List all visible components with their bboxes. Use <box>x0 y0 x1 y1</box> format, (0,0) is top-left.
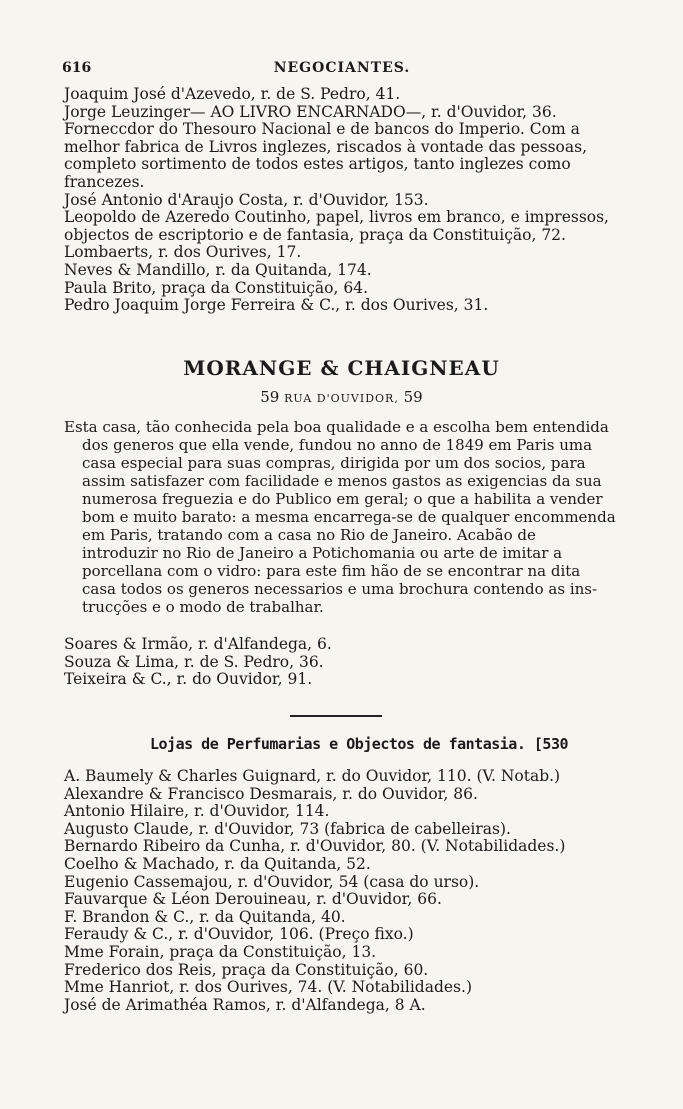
list-item: Bernardo Ribeiro da Cunha, r. d'Ouvidor, 80. (V. Notabilidades.) <box>64 837 566 856</box>
list-item: Jorge Leuzinger— AO LIVRO ENCARNADO—, r. d'Ouvidor, 36. Forneccdor do Thesouro Nacional e de bancos do Imperio. Com a melhor fabrica de Livros inglezes, riscados à vontade das pessoas, completo sortimento de todos estes artigos, tanto inglezes como francezes. <box>64 102 587 191</box>
merchant-list-mid <box>64 636 629 689</box>
list-item: Paula Brito, praça da Constituição, 64. <box>64 278 369 297</box>
list-item: Augusto Claude, r. d'Ouvidor, 73 (fabrica de cabelleiras). <box>64 819 511 838</box>
list-item: Teixeira & C., r. do Ouvidor, 91. <box>64 670 313 689</box>
list-item: Mme Forain, praça da Constituição, 13. <box>64 942 377 961</box>
list-item: José de Arimathéa Ramos, r. d'Alfandega, 8 A. <box>64 995 426 1014</box>
page-header <box>62 60 622 80</box>
list-item: Lombaerts, r. dos Ourives, 17. <box>64 243 302 262</box>
list-item: Feraudy & C., r. d'Ouvidor, 106. (Preço fixo.) <box>64 925 414 944</box>
list-item: Frederico dos Reis, praça da Constituição, 60. <box>64 960 429 979</box>
list-item: Coelho & Machado, r. da Quitanda, 52. <box>64 854 371 873</box>
list-item: Neves & Mandillo, r. da Quitanda, 174. <box>64 260 372 279</box>
section-heading: Lojas de Perfumarias e Objectos de fantasia. [530 <box>150 735 569 753</box>
list-item: Alexandre & Francisco Desmarais, r. do Ouvidor, 86. <box>64 784 478 803</box>
list-item: Fauvarque & Léon Derouineau, r. d'Ouvidor, 66. <box>64 890 442 909</box>
list-item: Pedro Joaquim Jorge Ferreira & C., r. dos Ourives, 31. <box>64 296 489 315</box>
list-item: F. Brandon & C., r. da Quitanda, 40. <box>64 907 346 926</box>
list-item: A. Baumely & Charles Guignard, r. do Ouvidor, 110. (V. Notab.) <box>64 767 561 785</box>
list-item: Leopoldo de Azeredo Coutinho, papel, livros em branco, e impressos, objectos de escriptorio e de fantasia, praça da Constituição, 72. <box>64 208 609 244</box>
feature-address: 59 RUA D'OUVIDOR, 59 <box>260 388 423 406</box>
divider <box>290 715 382 717</box>
list-item: Eugenio Cassemajou, r. d'Ouvidor, 54 (casa do urso). <box>64 872 480 891</box>
merchant-list-bottom <box>64 768 629 1014</box>
list-item: Joaquim José d'Azevedo, r. de S. Pedro, 41. <box>64 85 401 103</box>
list-item: Antonio Hilaire, r. d'Ouvidor, 114. <box>64 802 330 821</box>
feature-paragraph: Esta casa, tão conhecida pela boa qualidade e a escolha bem entendida dos generos que ella vende, fundou no anno de 1849 em Paris uma casa especial para suas compras, dirigida por um dos socios, para assim satisfazer com facilidade e menos gastos as exigencias da sua numerosa freguezia e do Publico em geral; o que a habilita a vender bom e muito barato: a mesma encarrega-se de qualquer encommenda em Paris, tratando com a casa no Rio de Janeiro. Acabão de introduzir no Rio de Janeiro a Potichomania ou arte de imitar a porcellana com o vidro: para este fim hão de se encontrar na dita casa todos os generos necessarios e uma brochura contendo as ins- trucções e o modo de trabalhar. <box>64 418 616 616</box>
list-item: Souza & Lima, r. de S. Pedro, 36. <box>64 652 324 671</box>
list-item: Soares & Irmão, r. d'Alfandega, 6. <box>64 635 332 653</box>
list-item: José Antonio d'Araujo Costa, r. d'Ouvidor, 153. <box>64 190 429 209</box>
page-title: NEGOCIANTES. <box>273 60 411 76</box>
feature-title: MORANGE & CHAIGNEAU <box>183 356 500 380</box>
merchant-list-top <box>64 86 629 315</box>
list-item: Mme Hanriot, r. dos Ourives, 74. (V. Notabilidades.) <box>64 978 472 997</box>
page-number: 616 <box>62 60 92 76</box>
